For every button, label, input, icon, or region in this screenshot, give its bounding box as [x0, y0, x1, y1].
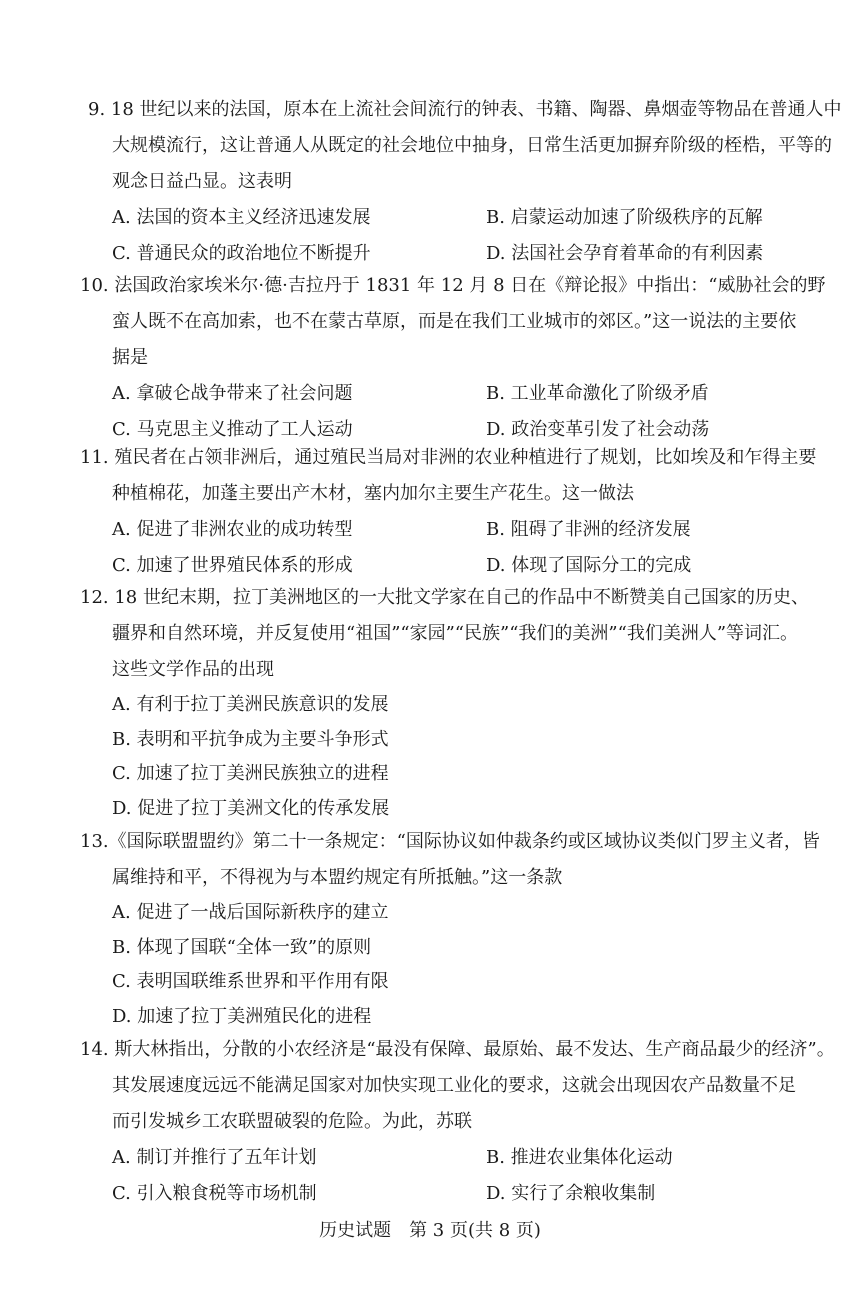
question-stem-line: 种植棉花，加蓬主要出产木材，塞内加尔主要生产花生。这一做法 [112, 483, 634, 504]
option-d: D. 体现了国际分工的完成 [486, 555, 692, 576]
question-stem-line: 12. 18 世纪末期，拉丁美洲地区的一大批文学家在自己的作品中不断赞美自己国家的历史、 [80, 587, 809, 608]
question-stem-line: 疆界和自然环境，并反复使用“祖国”“家园”“民族”“我们的美洲”“我们美洲人”等词汇。 [112, 623, 799, 644]
option-d: D. 法国社会孕育着革命的有利因素 [486, 243, 764, 264]
option-c: C. 普通民众的政治地位不断提升 [112, 243, 371, 264]
question-stem-line: 11. 殖民者在占领非洲后，通过殖民当局对非洲的农业种植进行了规划，比如埃及和乍得主要 [80, 447, 817, 468]
option-c: C. 引入粮食税等市场机制 [112, 1183, 317, 1204]
options-row [0, 236, 860, 272]
option-b: B. 体现了国联“全体一致”的原则 [112, 936, 372, 958]
option-a: A. 制订并推行了五年计划 [112, 1147, 317, 1168]
question-9 [0, 92, 860, 272]
option-d: D. 实行了余粮收集制 [486, 1183, 656, 1204]
option-b: B. 工业革命激化了阶级矛盾 [486, 383, 709, 404]
option-b: B. 阻碍了非洲的经济发展 [486, 519, 691, 540]
question-stem-line: 9. 18 世纪以来的法国，原本在上流社会间流行的钟表、书籍、陶器、鼻烟壶等物品在普通人中 [88, 99, 842, 120]
question-stem-line: 这些文学作品的出现 [112, 659, 274, 680]
question-stem-line: 14. 斯大林指出，分散的小农经济是“最没有保障、最原始、最不发达、生产商品最少的经济”。 [80, 1039, 835, 1060]
question-14 [0, 1032, 860, 1212]
question-stem-line: 据是 [112, 347, 148, 368]
question-stem-line: 蛮人既不在高加索，也不在蒙古草原，而是在我们工业城市的郊区。”这一说法的主要依 [112, 311, 797, 332]
option-a: A. 法国的资本主义经济迅速发展 [112, 207, 371, 228]
options-row [0, 1140, 860, 1176]
options-row [0, 512, 860, 548]
option-d: D. 政治变革引发了社会动荡 [486, 419, 710, 440]
option-c: C. 马克思主义推动了工人运动 [112, 419, 353, 440]
question-stem-line: 大规模流行，这让普通人从既定的社会地位中抽身，日常生活更加摒弃阶级的桎梏，平等的 [112, 135, 832, 156]
options-row [0, 548, 860, 584]
question-stem-line: 观念日益凸显。这表明 [112, 171, 292, 192]
option-d: D. 加速了拉丁美洲殖民化的进程 [112, 1005, 372, 1027]
option-a: A. 有利于拉丁美洲民族意识的发展 [112, 694, 389, 715]
page-footer: 历史试题 第 3 页(共 8 页) [319, 1220, 541, 1241]
options-row [0, 376, 860, 412]
option-b: B. 推进农业集体化运动 [486, 1147, 673, 1168]
question-stem-line: 其发展速度远远不能满足国家对加快实现工业化的要求，这就会出现因农产品数量不足 [112, 1075, 796, 1096]
option-c: C. 加速了世界殖民体系的形成 [112, 555, 353, 576]
option-a: A. 拿破仑战争带来了社会问题 [112, 383, 353, 404]
option-a: A. 促进了一战后国际新秩序的建立 [112, 902, 389, 923]
option-c: C. 表明国联维系世界和平作用有限 [112, 971, 389, 992]
question-13 [0, 824, 860, 1034]
question-10 [0, 268, 860, 448]
question-stem-line: 属维持和平，不得视为与本盟约规定有所抵触。”这一条款 [112, 867, 563, 888]
option-d: D. 促进了拉丁美洲文化的传承发展 [112, 797, 390, 819]
option-a: A. 促进了非洲农业的成功转型 [112, 519, 353, 540]
option-c: C. 加速了拉丁美洲民族独立的进程 [112, 763, 389, 784]
question-stem-line: 13.《国际联盟盟约》第二十一条规定：“国际协议如仲裁条约或区域协议类似门罗主义者，皆 [80, 831, 820, 852]
option-b: B. 表明和平抗争成为主要斗争形式 [112, 728, 389, 750]
question-12 [0, 580, 860, 826]
options-row [0, 200, 860, 236]
question-11 [0, 440, 860, 584]
question-stem-line: 10. 法国政治家埃米尔·德·吉拉丹于 1831 年 12 月 8 日在《辩论报》中指出：“威胁社会的野 [80, 275, 826, 296]
question-stem-line: 而引发城乡工农联盟破裂的危险。为此，苏联 [112, 1111, 472, 1132]
options-row [0, 1176, 860, 1212]
option-b: B. 启蒙运动加速了阶级秩序的瓦解 [486, 207, 763, 228]
